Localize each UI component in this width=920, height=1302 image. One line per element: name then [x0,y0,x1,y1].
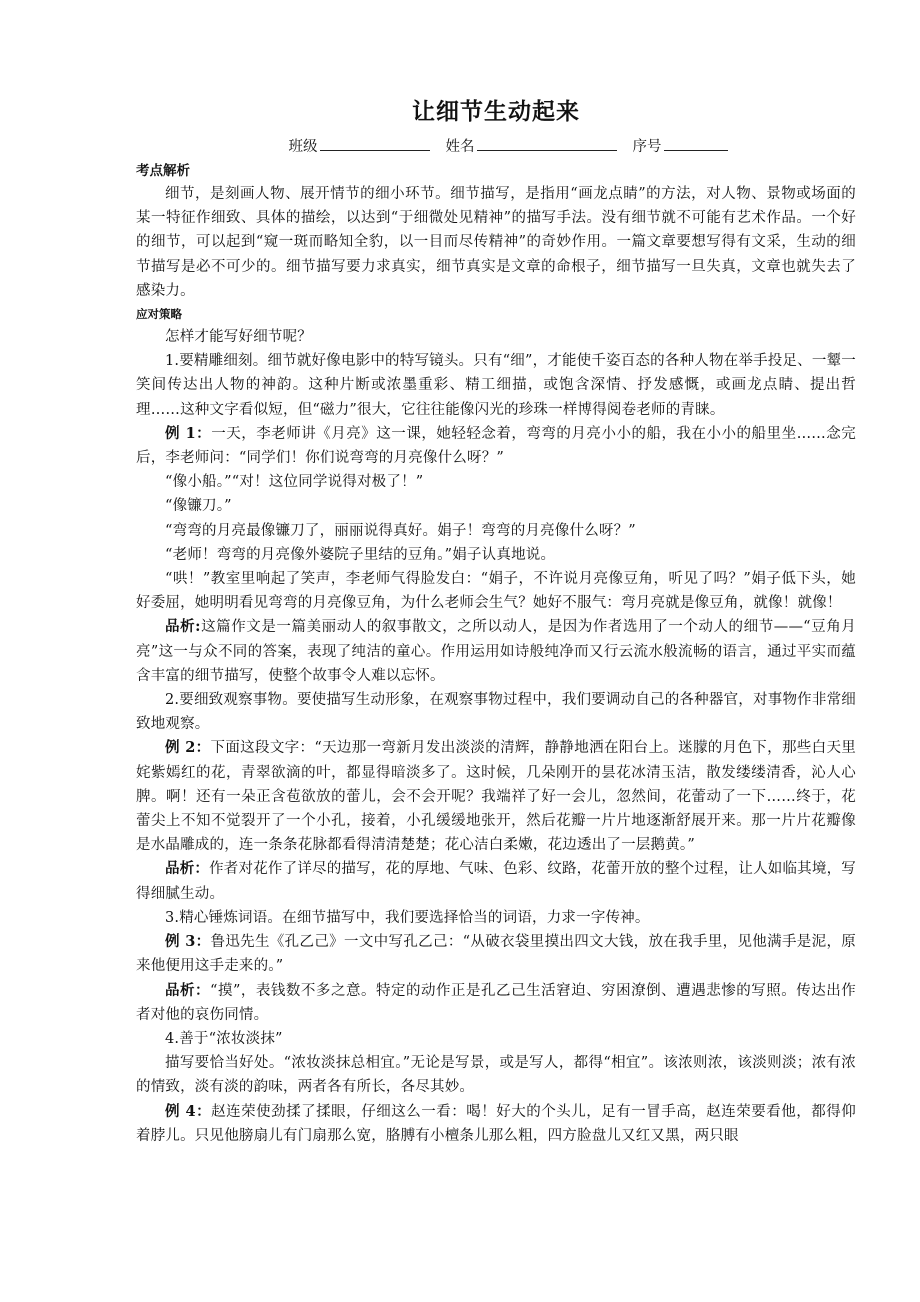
section-heading: 应对策略 [136,307,182,322]
paragraph-label: 例 1： [165,424,212,442]
paragraph [136,182,856,303]
paragraph-text: 1.要精雕细刻。细节就好像电影中的特写镜头。只有“细”，才能使千姿百态的各种人物在举手投足、一颦一笑间传达出人物的神韵。这种片断或浓墨重彩、精工细描，或饱含深情、抒发感慨，或画龙点睛、提出哲理……这种文字看似短，但“磁力”很大，它往往能像闪光的珍珠一样博得阅卷老师的青睐。 [136,353,856,418]
paragraph [136,1100,856,1148]
paragraph [136,906,856,930]
class-label: 班级 [288,139,318,155]
paragraph [136,567,856,615]
paragraph-text: 这篇作文是一篇美丽动人的叙事散文，之所以动人，是因为作者选用了一个动人的细节——“豆角月亮”这一与众不同的答案，表现了纯洁的童心。作用运用如诗般纯净而又行云流水般流畅的语言，通过平实而蕴含丰富的细节描写，使整个故事令人难以忘怀。 [136,619,856,684]
section-heading: 考点解析 [136,163,190,179]
paragraph-label: 品析: [165,618,201,636]
paragraph [136,615,856,688]
paragraph [136,857,856,905]
paragraph-text: 细节，是刻画人物、展开情节的细小环节。细节描写，是指用“画龙点睛”的方法，对人物、景物或场面的某一特征作细致、具体的描绘，以达到“于细微处见精神”的描写手法。没有细节就不可能有艺术作品。一个好的细节，可以起到“窥一斑而略知全豹，以一目而尽传精神”的奇妙作用。一篇文章要想写得有文采，生动的细节描写是必不可少的。细节描写要力求真实，细节真实是文章的命根子，细节描写一旦失真，文章也就失去了感染力。 [136,186,856,299]
paragraph-label: 例 4： [165,1102,212,1120]
paragraph-text: “弯弯的月亮最像镰刀了，丽丽说得真好。娟子！弯弯的月亮像什么呀？” [165,522,636,539]
paragraph-text: 作者对花作了详尽的描写，花的厚地、气味、色彩、纹路，花蕾开放的整个过程，让人如临其境，写得细腻生动。 [136,861,856,902]
paragraph [136,349,856,422]
paragraph-text: “像镰刀。” [165,498,232,515]
paragraph [136,1027,856,1051]
paragraph [136,422,856,470]
class-field[interactable] [289,134,430,158]
paragraph-text: 2.要细致观察事物。要使描写生动形象，在观察事物过程中，我们要调动自己的各种器官，对事物作非常细致地观察。 [136,692,856,733]
paragraph [136,930,856,978]
page-title: 让细节生动起来 [412,99,580,125]
number-field[interactable] [633,134,728,158]
paragraph-text: 下面这段文字：“天边那一弯新月发出淡淡的清辉，静静地洒在阳台上。迷朦的月色下，那些白天里姹紫嫣红的花，青翠欲滴的叶，都显得暗淡多了。这时候，几朵刚开的昙花冰清玉洁，散发缕缕清香，沁人心脾。啊！还有一朵正含苞欲放的蕾儿，会不会开呢？我端祥了好一会儿，忽然间，花蕾动了一下……终于，花蕾尖上不知不觉裂开了一个小孔，接着，小孔缓缓地张开，然后花瓣一片片地逐渐舒展开来。那一片片花瓣像是水晶雕成的，连一条条花脉都看得清清楚楚；花心洁白柔嫩，花边透出了一层鹅黄。” [136,740,856,854]
paragraph [136,325,856,349]
paragraph-label: 品析： [165,981,211,999]
number-blank[interactable] [664,134,728,151]
name-blank[interactable] [477,134,617,151]
paragraph [136,494,856,518]
class-blank[interactable] [320,134,430,151]
paragraph-text: 赵连荣使劲揉了揉眼，仔细这么一看：喝！好大的个头儿，足有一冒手高，赵连荣要看他，都得仰着脖儿。只见他膀扇儿有门扇那么宽，胳膊有小檀条儿那么粗，四方脸盘儿又红又黑，两只眼 [136,1103,856,1144]
paragraph-text: “像小船。”“对！这位同学说得对极了！” [165,474,424,491]
student-info-row [136,134,856,158]
paragraph-label: 例 2： [165,739,211,757]
paragraph [136,519,856,543]
paragraph-text: 鲁迅先生《孔乙己》一文中写孔乙己：“从破衣袋里摸出四文大钱，放在我手里，见他满手是泥，原来他便用这手走来的。” [136,934,856,975]
paragraph [136,470,856,494]
paragraph-text: “摸”，表钱数不多之意。特定的动作正是孔乙己生活窘迫、穷困潦倒、遭遇悲惨的写照。传达出作者对他的哀伤同情。 [136,982,856,1023]
paragraph-text: “老师！弯弯的月亮像外婆院子里结的豆角。”娟子认真地说。 [165,546,556,563]
paragraph-text: 4.善于“浓妆淡抹” [165,1030,283,1047]
paragraph [136,688,856,736]
paragraph [136,736,856,857]
paragraph-label: 例 3： [165,933,211,951]
paragraph-text: 怎样才能写好细节呢？ [165,329,312,346]
document-body [136,96,856,1148]
paragraph [136,543,856,567]
paragraph-text: 一天，李老师讲《月亮》这一课，她轻轻念着，弯弯的月亮小小的船，我在小小的船里坐……念完后，李老师问：“同学们！你们说弯弯的月亮像什么呀？” [136,425,856,467]
paragraph-label: 品析： [165,860,210,878]
paragraph-text: “哄！”教室里响起了笑声，李老师气得脸发白：“娟子，不许说月亮像豆角，听见了吗？”娟子低下头，她好委屈，她明明看见弯弯的月亮像豆角，为什么老师会生气？她好不服气：弯月亮就是像豆角，就像！就像！ [136,571,856,612]
name-label: 姓名 [445,139,475,155]
paragraph [136,1051,856,1099]
paragraph-text: 3.精心锤炼词语。在细节描写中，我们要选择恰当的词语，力求一字传神。 [165,909,650,926]
paragraph-text: 描写要恰当好处。“浓妆淡抹总相宜。”无论是写景，或是写人，都得“相宜”。该浓则浓，该淡则淡；浓有浓的情致，淡有淡的韵味，两者各有所长，各尽其妙。 [136,1055,856,1096]
number-label: 序号 [632,139,662,155]
name-field[interactable] [446,134,617,158]
paragraph [136,979,856,1027]
